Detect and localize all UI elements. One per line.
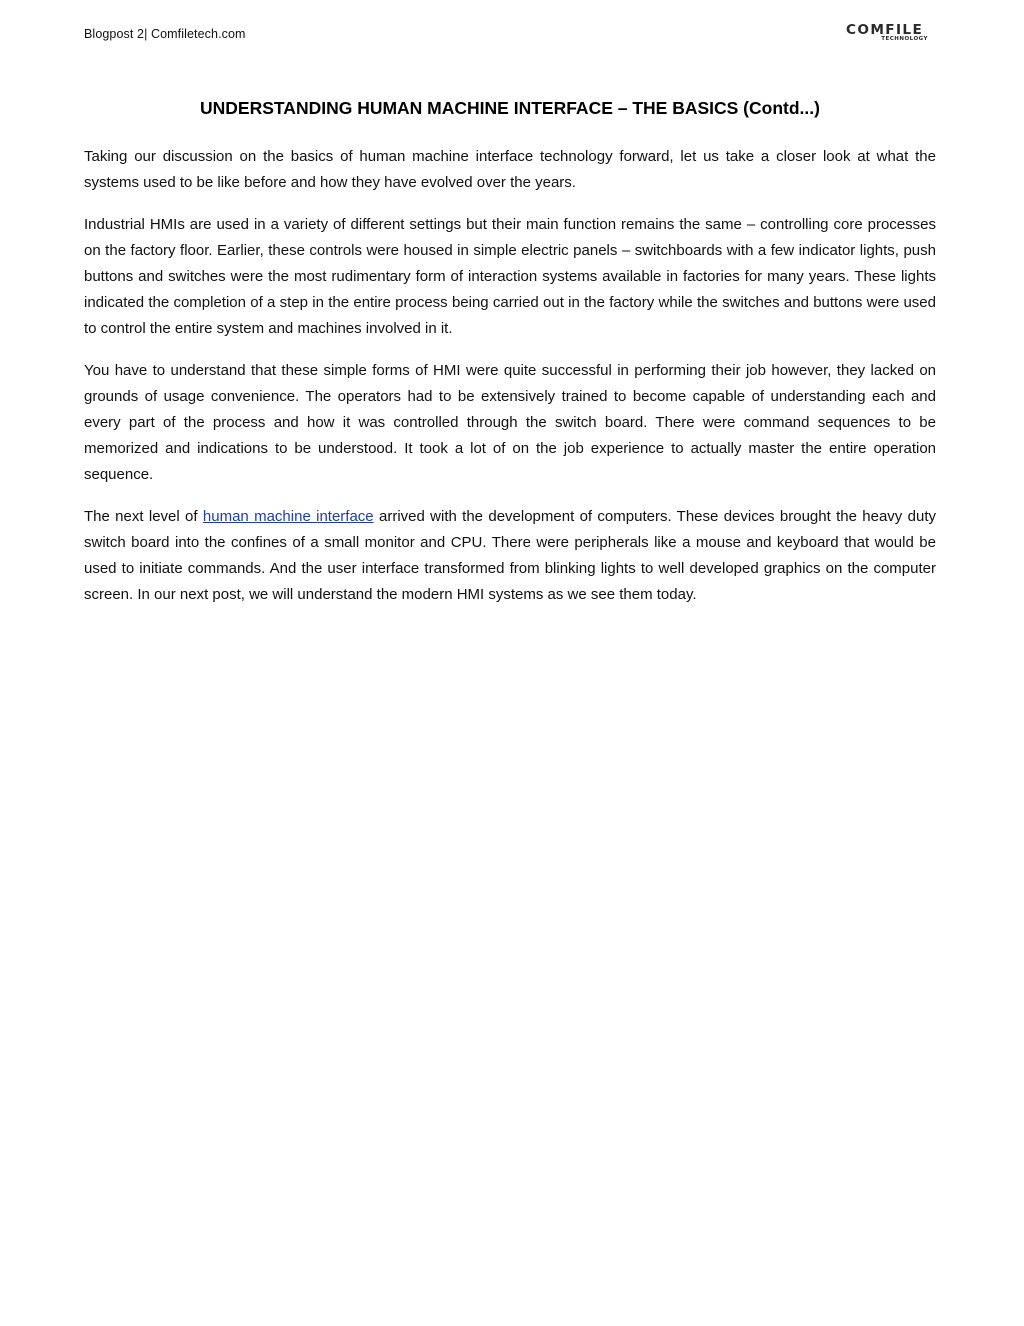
article-body (84, 144, 936, 624)
paragraph-4-rest: arrived with the development of computers. These devices brought the heavy duty switch board into the confines of a small monitor and CPU. There were peripherals like a mouse and keyboard that would be used to initiate commands. And the user interface transformed from blinking lights to well developed graphics on the computer screen. In our next post, we will understand the modern HMI systems as we see them today. (84, 508, 936, 603)
paragraph-1: Taking our discussion on the basics of human machine interface technology forward, let us take a closer look at what the systems used to be like before and how they have evolved over the years. (84, 148, 936, 191)
paragraph-4 (84, 504, 936, 608)
hmi-link[interactable]: human machine interface (202, 508, 374, 525)
logo-main-text: COMFILE (846, 23, 924, 38)
comfile-logo (846, 24, 928, 44)
document-title: UNDERSTANDING HUMAN MACHINE INTERFACE – THE BASICS (Contd...) (200, 98, 820, 118)
paragraph-4-intro: The next level of (84, 508, 203, 525)
paragraph-3: You have to understand that these simple forms of HMI were quite successful in performing their job however, they lacked on grounds of usage convenience. The operators had to be extensively trained to become capable of understanding each and every part of the process and how it was controlled through the switch board. There were command sequences to be memorized and indications to be understood. It took a lot of on the job experience to actually master the entire operation sequence. (84, 362, 936, 483)
header-text: Blogpost 2| Comfiletech.com (84, 27, 246, 41)
logo-sub-text: TECHNOLOGY (881, 36, 928, 42)
page-header (84, 24, 942, 48)
paragraph-2: Industrial HMIs are used in a variety of different settings but their main function remains the same – controlling core processes on the factory floor. Earlier, these controls were housed in simple electric panels – switchboards with a few indicator lights, push buttons and switches were the most rudimentary form of interaction systems available in factories for many years. These lights indicated the completion of a step in the entire process being carried out in the factory while the switches and buttons were used to control the entire system and machines involved in it. (84, 216, 936, 337)
